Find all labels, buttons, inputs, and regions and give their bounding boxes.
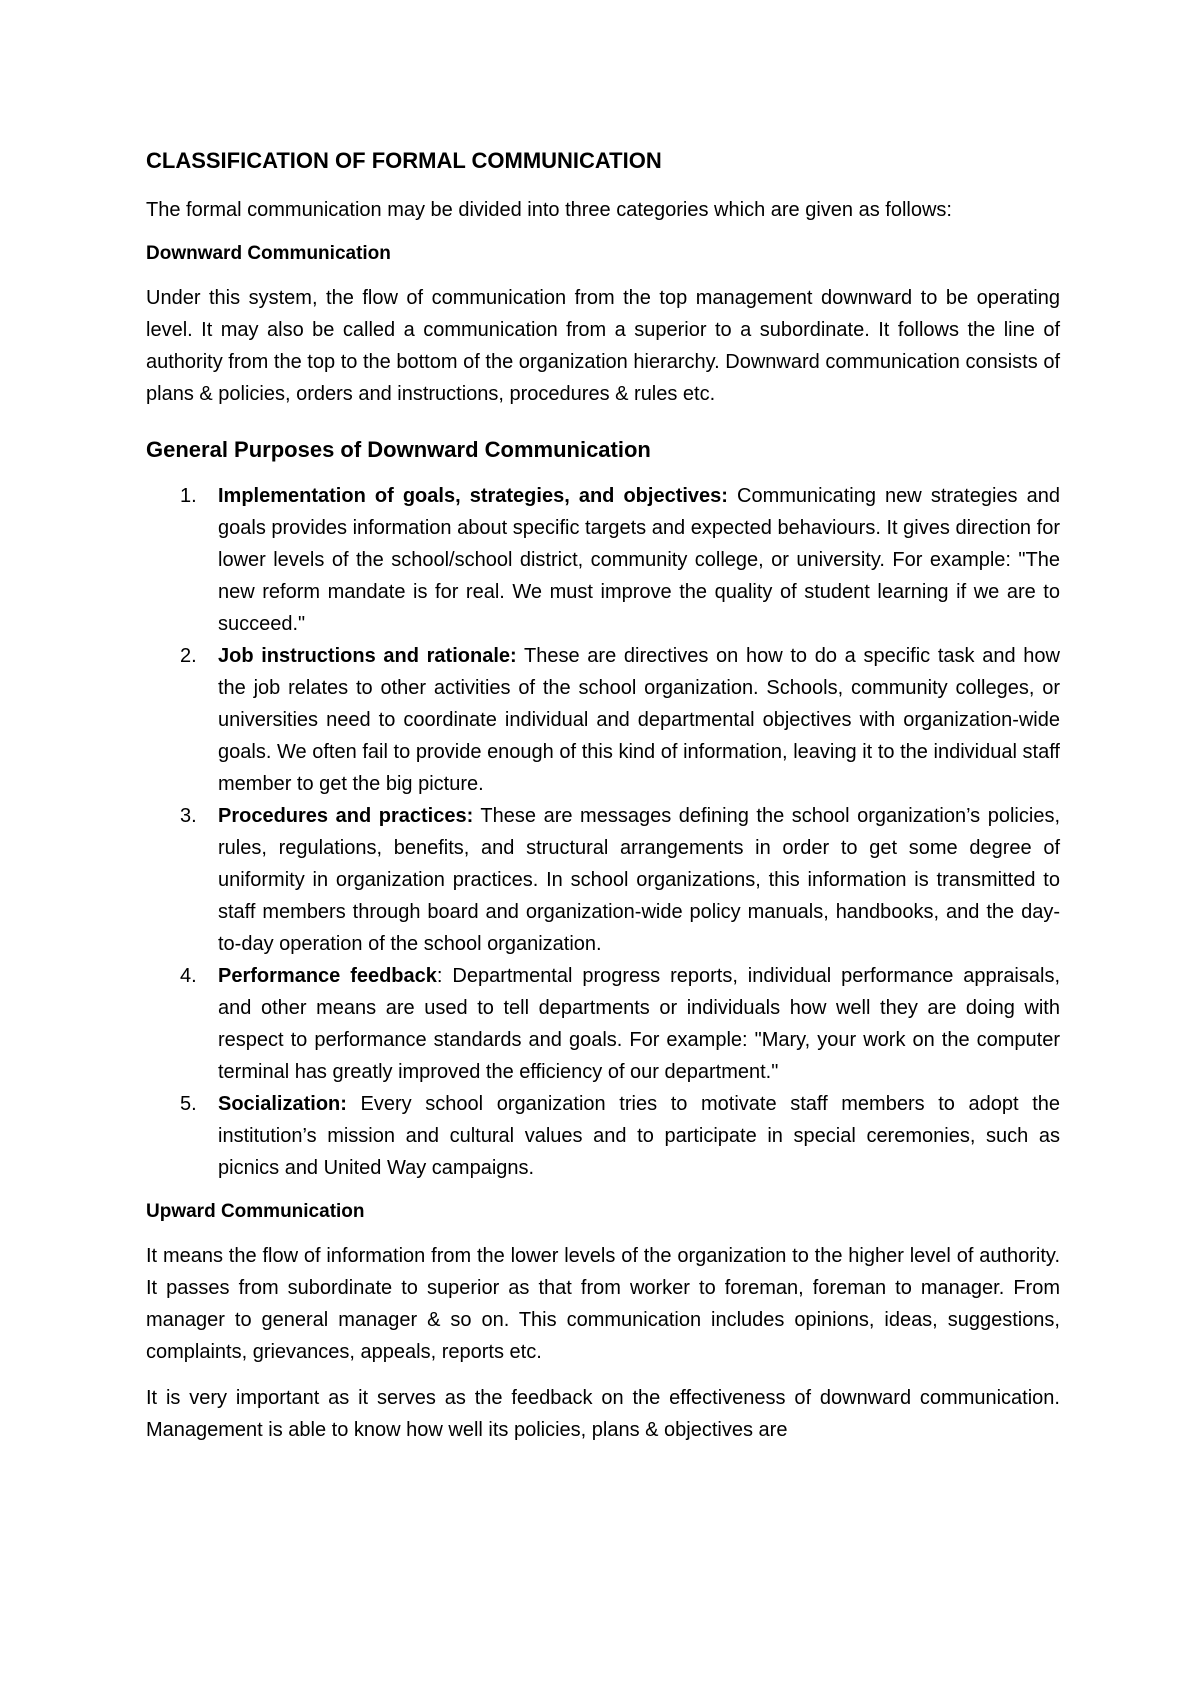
page-title: CLASSIFICATION OF FORMAL COMMUNICATION: [146, 148, 662, 173]
list-item: [146, 480, 1060, 640]
list-item-term: Procedures and practices:: [218, 805, 474, 827]
upward-paragraph-2: It is very important as it serves as the feedback on the effectiveness of downward communication. Management is able to know how well its policies, plans & objectives are: [146, 1387, 1060, 1441]
purposes-heading: General Purposes of Downward Communication: [146, 437, 651, 462]
upward-paragraph-1: It means the flow of information from the lower levels of the organization to the higher level of authority. It passes from subordinate to superior as that from worker to foreman, foreman to manager. From manager to general manager & so on. This communication includes opinions, ideas, suggestions, complaints, grievances, appeals, reports etc.: [146, 1245, 1060, 1363]
list-item-number: 5.: [180, 1093, 197, 1115]
intro-paragraph: The formal communication may be divided into three categories which are given as follows:: [146, 199, 952, 221]
list-item-text: Communicating new strategies and goals provides information about specific targets and expected behaviours. It gives direction for lower levels of the school/school district, community college, or university. For example: "The new reform mandate is for real. We must improve the quality of student learning if we are to succeed.": [218, 485, 1060, 635]
downward-heading: Downward Communication: [146, 243, 391, 264]
document-page: [146, 146, 1060, 1460]
purposes-list: [146, 480, 1060, 1184]
list-item-number: 3.: [180, 805, 197, 827]
upward-heading: Upward Communication: [146, 1201, 365, 1222]
list-item-text: These are directives on how to do a specific task and how the job relates to other activities of the school organization. Schools, community colleges, or universities need to coordinate individual and departmental objectives with organization-wide goals. We often fail to provide enough of this kind of information, leaving it to the individual staff member to get the big picture.: [218, 645, 1060, 795]
list-item: [146, 640, 1060, 800]
list-item-number: 2.: [180, 645, 197, 667]
list-item-number: 1.: [180, 485, 197, 507]
list-item-term: Job instructions and rationale:: [218, 645, 517, 667]
list-item-text: : Departmental progress reports, individual performance appraisals, and other means are used to tell departments or individuals how well they are doing with respect to performance standards and goals. For example: "Mary, your work on the computer terminal has greatly improved the efficiency of our department.": [218, 965, 1061, 1083]
list-item-text: These are messages defining the school organization’s policies, rules, regulations, benefits, and structural arrangements in order to get some degree of uniformity in organization practices. In school organizations, this information is transmitted to staff members through board and organization-wide policy manuals, handbooks, and the day-to-day operation of the school organization.: [218, 805, 1060, 955]
list-item-term: Implementation of goals, strategies, and objectives:: [218, 485, 728, 507]
list-item-text: Every school organization tries to motivate staff members to adopt the institution’s mission and cultural values and to participate in special ceremonies, such as picnics and United Way campaigns.: [218, 1093, 1060, 1179]
downward-paragraph: Under this system, the flow of communication from the top management downward to be operating level. It may also be called a communication from a superior to a subordinate. It follows the line of authority from the top to the bottom of the organization hierarchy. Downward communication consists of plans & policies, orders and instructions, procedures & rules etc.: [146, 287, 1060, 405]
list-item: [146, 1088, 1060, 1184]
list-item: [146, 800, 1060, 960]
list-item: [146, 960, 1060, 1088]
list-item-term: Socialization:: [218, 1093, 347, 1115]
list-item-number: 4.: [180, 965, 197, 987]
list-item-term: Performance feedback: [218, 965, 437, 987]
